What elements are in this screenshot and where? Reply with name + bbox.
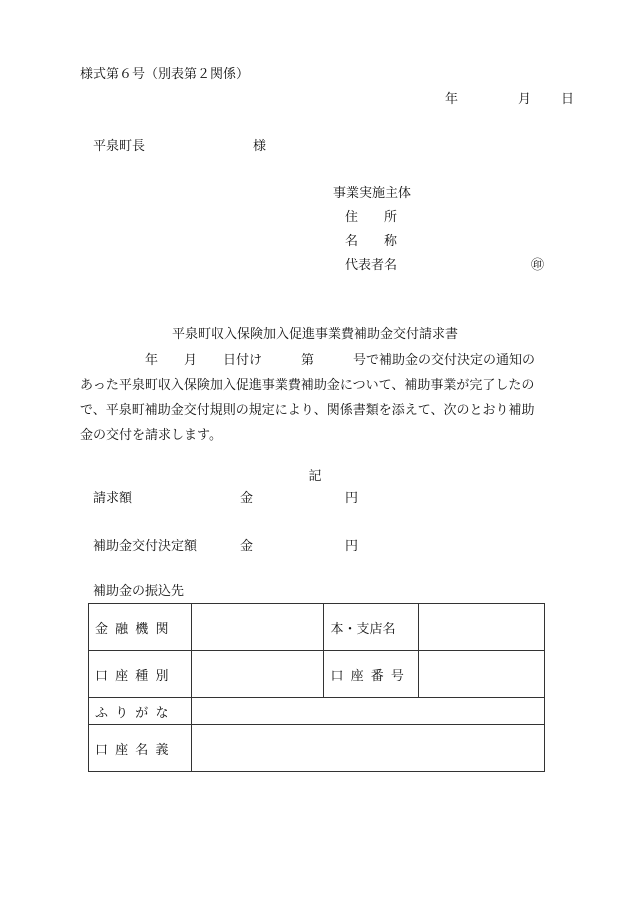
- table-row: [89, 698, 545, 725]
- account-type-value[interactable]: [191, 651, 324, 698]
- form-number: 様式第６号（別表第２関係）: [80, 67, 250, 82]
- branch-label: 本・支店名: [324, 604, 419, 651]
- table-row: [89, 725, 545, 772]
- date-line: [445, 93, 574, 106]
- account-holder-label: 口座名義: [89, 725, 192, 772]
- ki-heading: 記: [308, 469, 322, 484]
- bank-heading: 補助金の振込先: [93, 584, 185, 599]
- date-day: 日: [561, 92, 575, 107]
- applicant-name-label: 名 称: [345, 234, 398, 249]
- furigana-label: ふりがな: [89, 698, 192, 725]
- account-number-value[interactable]: [419, 651, 545, 698]
- decided-yen: 円: [345, 539, 359, 554]
- account-holder-value[interactable]: [191, 725, 544, 772]
- addressee-honorific: 様: [253, 139, 267, 154]
- furigana-value[interactable]: [191, 698, 544, 725]
- claim-kin: 金: [240, 491, 254, 506]
- date-year: 年: [445, 92, 459, 107]
- body-line-1: 年 月 日付け 第 号で補助金の交付決定の通知の: [80, 353, 536, 368]
- seal-mark: ㊞: [531, 258, 545, 273]
- document-title: 平泉町収入保険加入促進事業費補助金交付請求書: [171, 327, 458, 342]
- table-row: [89, 651, 545, 698]
- claim-label: 請求額: [93, 491, 133, 506]
- financial-institution-value[interactable]: [191, 604, 324, 651]
- date-month: 月: [518, 92, 532, 107]
- financial-institution-label: 金融機関: [89, 604, 192, 651]
- applicant-representative-label: 代表者名: [345, 258, 398, 273]
- decided-label: 補助金交付決定額: [93, 539, 198, 554]
- body-text: [80, 348, 550, 448]
- table-row: [89, 604, 545, 651]
- account-number-label: 口座番号: [324, 651, 419, 698]
- body-line-2: あった平泉町収入保険加入促進事業費補助金について、補助事業が完了したの: [80, 378, 535, 393]
- decided-kin: 金: [240, 539, 254, 554]
- body-line-3: で、平泉町補助金交付規則の規定により、関係書類を添えて、次のとおり補助: [80, 403, 535, 418]
- addressee-name: 平泉町長: [93, 139, 146, 154]
- body-line-4: 金の交付を請求します。: [80, 428, 222, 443]
- applicant-block: [333, 186, 545, 283]
- branch-value[interactable]: [419, 604, 545, 651]
- applicant-heading: 事業実施主体: [333, 186, 412, 201]
- applicant-address-label: 住 所: [345, 210, 398, 225]
- account-type-label: 口座種別: [89, 651, 192, 698]
- bank-table: [88, 603, 545, 772]
- claim-yen: 円: [345, 491, 359, 506]
